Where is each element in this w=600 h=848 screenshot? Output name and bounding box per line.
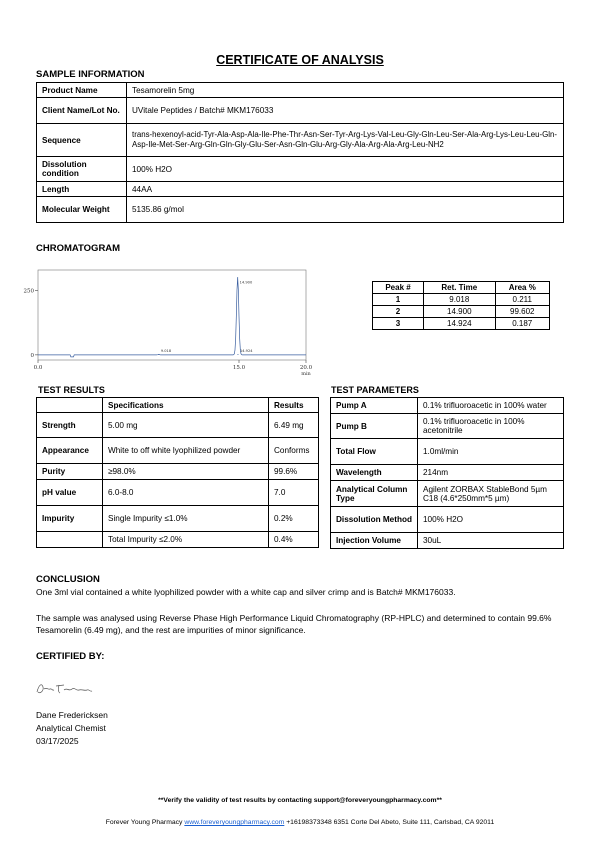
single-impurity-result: 0.2% (269, 506, 319, 532)
table-row (331, 481, 564, 507)
dissolution-method-label: Dissolution Method (331, 507, 418, 533)
conclusion-line-2: The sample was analysed using Reverse Phase High Performance Liquid Chromatography (RP-HPLC) and determined to contain 99.6% Tesamorelin (6.49 mg), and the rest are impurities of minor significance. (36, 613, 552, 635)
test-parameters-table (330, 397, 564, 549)
table-row (37, 480, 319, 506)
peak-number: 2 (373, 306, 424, 318)
ph-label: pH value (37, 480, 103, 506)
series-line (38, 277, 306, 357)
ret-time-header: Ret. Time (424, 282, 495, 294)
test-results-table (36, 397, 319, 548)
peak-number: 1 (373, 294, 424, 306)
total-flow-label: Total Flow (331, 439, 418, 465)
table-row (37, 83, 564, 98)
table-row (37, 124, 564, 157)
peak-area: 99.602 (495, 306, 550, 318)
table-header-row (373, 282, 550, 294)
certifier-name: Dane Fredericksen (36, 710, 108, 720)
peak-point (237, 354, 238, 355)
certifier-role: Analytical Chemist (36, 723, 106, 733)
table-row (37, 464, 319, 480)
test-parameters-heading: TEST PARAMETERS (331, 385, 419, 395)
peak-table (372, 281, 550, 330)
certified-date: 03/17/2025 (36, 736, 79, 746)
total-impurity-result: 0.4% (269, 532, 319, 548)
results-header: Results (269, 398, 319, 413)
dissolution-label: Dissolution condition (37, 157, 127, 182)
column-type-value: Agilent ZORBAX StableBond 5µm C18 (4.6*250mm*5 µm) (418, 481, 564, 507)
purity-spec: ≥98.0% (103, 464, 269, 480)
molecular-weight-label: Molecular Weight (37, 197, 127, 223)
strength-spec: 5.00 mg (103, 413, 269, 438)
total-impurity-spec: Total Impurity ≤2.0% (103, 532, 269, 548)
table-row (331, 465, 564, 481)
appearance-label: Appearance (37, 438, 103, 464)
document-title: CERTIFICATE OF ANALYSIS (216, 53, 384, 67)
website-link[interactable]: www.foreveryoungpharmacy.com (184, 819, 285, 826)
sequence-value: trans-hexenoyl-acid-Tyr-Ala-Asp-Ala-Ile-Phe-Thr-Asn-Ser-Tyr-Arg-Lys-Val-Leu-Gly-Gln-Leu-Ser-Ala-Arg-Lys-Leu-Leu-Gln-Asp-Ile-Met-Ser-Arg-Gln-Gln-Gly-Glu-Ser-Asn-Gln-Glu-Arg-Gly-Ala-Arg-Ala-Arg-Leu-NH2 (127, 124, 564, 157)
peak-area: 0.211 (495, 294, 550, 306)
purity-label: Purity (37, 464, 103, 480)
table-row (37, 157, 564, 182)
impurity-label: Impurity (37, 506, 103, 532)
table-row (37, 182, 564, 197)
peak-header: Peak # (373, 282, 424, 294)
chromatogram-heading: CHROMATOGRAM (36, 243, 121, 254)
peak-ret-time: 14.924 (424, 318, 495, 330)
empty-label-cell (37, 532, 103, 548)
table-row (37, 98, 564, 124)
specifications-header: Specifications (103, 398, 269, 413)
pump-b-value: 0.1% trifluoroacetic in 100% acetonitrile (418, 414, 564, 439)
peak-area: 0.187 (495, 318, 550, 330)
table-row (37, 197, 564, 223)
column-type-label: Analytical Column Type (331, 481, 418, 507)
table-row (373, 294, 550, 306)
dissolution-value: 100% H2O (127, 157, 564, 182)
pump-b-label: Pump B (331, 414, 418, 439)
table-row (373, 318, 550, 330)
ph-result: 7.0 (269, 480, 319, 506)
strength-result: 6.49 mg (269, 413, 319, 438)
test-results-heading: TEST RESULTS (38, 385, 105, 395)
x-tick-label: 0.0 (33, 365, 43, 371)
wavelength-value: 214nm (418, 465, 564, 481)
purity-result: 99.6% (269, 464, 319, 480)
appearance-result: Conforms (269, 438, 319, 464)
ph-spec: 6.0-8.0 (103, 480, 269, 506)
product-name-label: Product Name (37, 83, 127, 98)
table-row (37, 532, 319, 548)
empty-header-cell (37, 398, 103, 413)
single-impurity-spec: Single Impurity ≤1.0% (103, 506, 269, 532)
injection-volume-label: Injection Volume (331, 533, 418, 549)
plot-frame (38, 270, 306, 360)
conclusion-heading: CONCLUSION (36, 574, 100, 585)
verify-note: **Verify the validity of test results by contacting support@foreveryoungpharmacy.com** (158, 797, 442, 804)
length-label: Length (37, 182, 127, 197)
phone-number: +16198373348 (286, 819, 332, 826)
chromatogram-chart (18, 262, 318, 382)
sample-info-table (36, 82, 564, 223)
signature-image (34, 678, 96, 700)
table-row (331, 533, 564, 549)
x-tick-label: 15.0 (232, 365, 246, 371)
pump-a-label: Pump A (331, 398, 418, 414)
y-tick-label: 0 (30, 352, 34, 359)
product-name-value: Tesamorelin 5mg (127, 83, 564, 98)
certified-by-heading: CERTIFIED BY: (36, 651, 105, 662)
wavelength-label: Wavelength (331, 465, 418, 481)
peak-point (237, 277, 238, 278)
client-lot-label: Client Name/Lot No. (37, 98, 127, 124)
table-row (373, 306, 550, 318)
peak-ret-time: 9.018 (424, 294, 495, 306)
client-lot-value: UVitale Peptides / Batch# MKM176033 (127, 98, 564, 124)
table-header-row (37, 398, 319, 413)
x-tick-label: 20.0 (299, 365, 313, 371)
sequence-label: Sequence (37, 124, 127, 157)
pump-a-value: 0.1% trifluoroacetic in 100% water (418, 398, 564, 414)
y-tick-label: 250 (23, 288, 34, 295)
company-name: Forever Young Pharmacy (105, 819, 183, 826)
area-header: Area % (495, 282, 550, 294)
table-row (331, 439, 564, 465)
table-row (331, 507, 564, 533)
injection-volume-value: 30uL (418, 533, 564, 549)
x-axis-label: min (301, 371, 311, 377)
molecular-weight-value: 5135.86 g/mol (127, 197, 564, 223)
peak-label: 14.900 (239, 280, 253, 285)
footer-line (0, 819, 600, 826)
dissolution-method-value: 100% H2O (418, 507, 564, 533)
table-row (37, 506, 319, 532)
peak-ret-time: 14.900 (424, 306, 495, 318)
peak-point (158, 354, 159, 355)
table-row (331, 414, 564, 439)
length-value: 44AA (127, 182, 564, 197)
appearance-spec: White to off white lyophilized powder (103, 438, 269, 464)
strength-label: Strength (37, 413, 103, 438)
company-address: 6351 Corte Del Abeto, Suite 111, Carlsbad, CA 92011 (333, 819, 495, 826)
peak-label: 14.924 (239, 348, 253, 353)
peak-number: 3 (373, 318, 424, 330)
table-row (37, 438, 319, 464)
conclusion-line-1: One 3ml vial contained a white lyophilized powder with a white cap and silver crimp and is Batch# MKM176033. (36, 587, 456, 597)
table-row (37, 413, 319, 438)
table-row (331, 398, 564, 414)
sample-info-heading: SAMPLE INFORMATION (36, 69, 145, 80)
total-flow-value: 1.0ml/min (418, 439, 564, 465)
peak-label: 9.018 (160, 348, 172, 353)
